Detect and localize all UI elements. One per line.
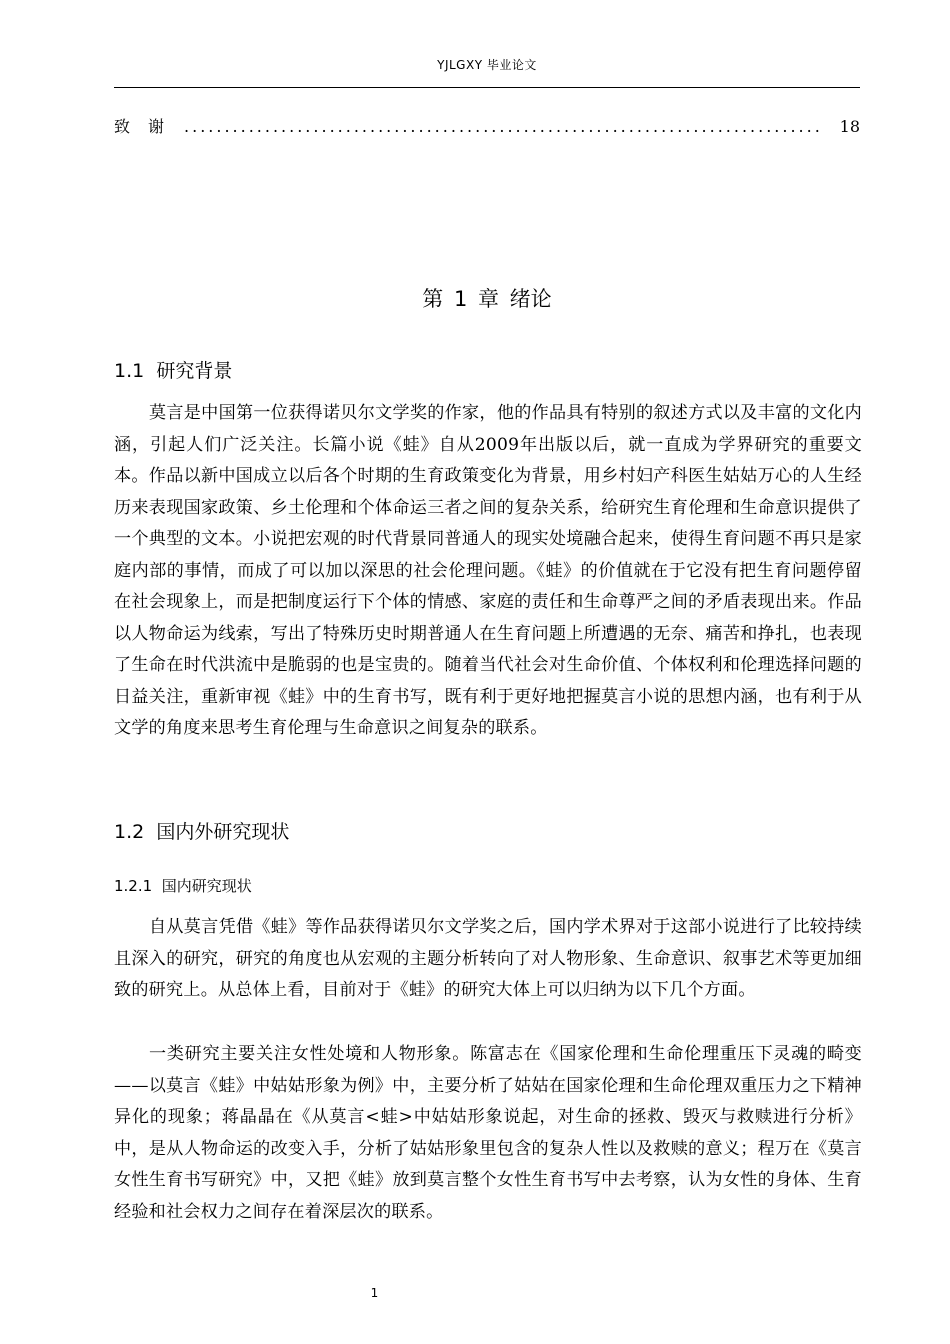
section-number: 1.2: [114, 821, 145, 843]
page-number: 1: [370, 1286, 379, 1300]
section-title: 国内外研究现状: [156, 821, 290, 843]
toc-page-number: 18: [839, 117, 860, 136]
section-heading-1-1: [114, 356, 232, 386]
toc-label: 致谢: [114, 117, 183, 136]
toc-leader-dots: ...............................................................................: [184, 117, 823, 136]
section-title: 研究背景: [156, 360, 233, 382]
subsection-title: 国内研究现状: [161, 877, 252, 895]
toc-entry-acknowledgements[interactable]: [114, 114, 860, 140]
paragraph-research-background: 莫言是中国第一位获得诺贝尔文学奖的作家，他的作品具有特别的叙述方式以及丰富的文化内涵，引起人们广泛关注。长篇小说《蛙》自从2009年出版以后，就一直成为学界研究的重要文本。作品以新中国成立以后各个时期的生育政策变化为背景，用乡村妇产科医生姑姑万心的人生经历来表现国家政策、乡土伦理和个体命运三者之间的复杂关系，给研究生育伦理和生命意识提供了一个典型的文本。小说把宏观的时代背景同普通人的现实处境融合起来，使得生育问题不再只是家庭内部的事情，而成了可以加以深思的社会伦理问题。《蛙》的价值就在于它没有把生育问题停留在社会现象上，而是把制度运行下个体的情感、家庭的责任和生命尊严之间的矛盾表现出来。作品以人物命运为线索，写出了特殊历史时期普通人在生育问题上所遭遇的无奈、痛苦和挣扎，也表现了生命在时代洪流中是脆弱的也是宝贵的。随着当代社会对生命价值、个体权利和伦理选择问题的日益关注，重新审视《蛙》中的生育书写，既有利于更好地把握莫言小说的思想内涵，也有利于从文学的角度来思考生育伦理与生命意识之间复杂的联系。: [114, 403, 862, 738]
subsection-heading-1-2-1: [114, 873, 252, 899]
chapter-title: 第 1 章 绪论: [422, 287, 552, 311]
page-header: YJLGXY 毕业论文: [437, 58, 537, 72]
section-heading-1-2: [114, 817, 289, 847]
subsection-number: 1.2.1: [114, 877, 153, 895]
header-rule: [114, 87, 860, 88]
paragraph-female-image-studies: 一类研究主要关注女性处境和人物形象。陈富志在《国家伦理和生命伦理重压下灵魂的畸变——以莫言《蛙》中姑姑形象为例》中，主要分析了姑姑在国家伦理和生命伦理双重压力之下精神异化的现象；蒋晶晶在《从莫言<蛙>中姑姑形象说起，对生命的拯救、毁灭与救赎进行分析》中，是从人物命运的改变入手，分析了姑姑形象里包含的复杂人性以及救赎的意义；程万在《莫言女性生育书写研究》中，又把《蛙》放到莫言整个女性生育书写中去考察，认为女性的身体、生育经验和社会权力之间存在着深层次的联系。: [114, 1044, 862, 1222]
paragraph-domestic-overview: 自从莫言凭借《蛙》等作品获得诺贝尔文学奖之后，国内学术界对于这部小说进行了比较持续且深入的研究，研究的角度也从宏观的主题分析转向了对人物形象、生命意识、叙事艺术等更加细致的研究上。从总体上看，目前对于《蛙》的研究大体上可以归纳为以下几个方面。: [114, 917, 862, 1000]
section-number: 1.1: [114, 360, 145, 382]
